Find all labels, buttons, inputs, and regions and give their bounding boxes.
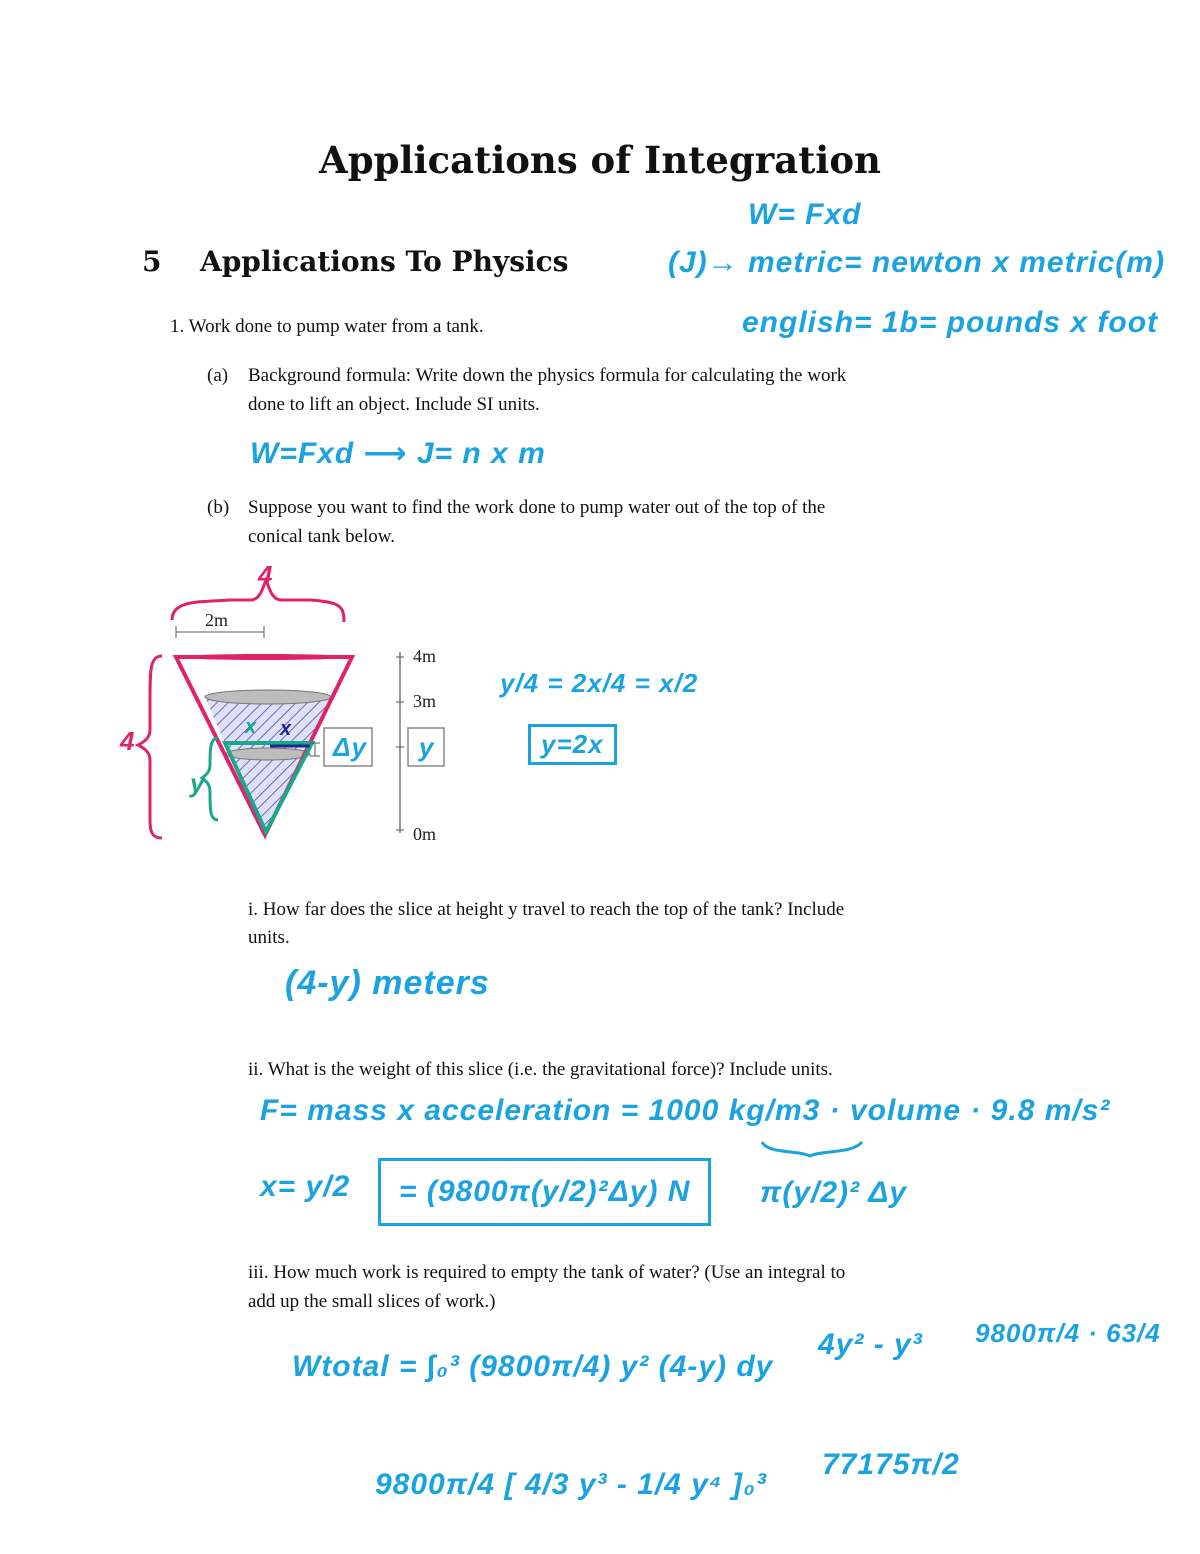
water-fill: [204, 695, 332, 835]
part-a-label: (a): [207, 365, 229, 386]
diag-top-4: 4: [258, 560, 274, 590]
height-label-bottom: 0m: [413, 824, 437, 844]
question-iii-line2: add up the small slices of work.): [248, 1291, 496, 1312]
answer-ii-force: F= mass x acceleration = 1000 kg/m3 · volume · 9.8 m/s²: [260, 1094, 1111, 1127]
question-iii-line1: iii. How much work is required to empty the tank of water? (Use an integral to: [248, 1262, 846, 1283]
answer-iii-integral: Wtotal = ∫₀³ (9800π/4) y² (4-y) dy: [292, 1350, 774, 1383]
part-a-line2: done to lift an object. Include SI units.: [248, 394, 540, 415]
height-label-mid: 3m: [413, 691, 437, 711]
y-box-label: y: [419, 732, 435, 762]
slice-disk: [226, 748, 310, 760]
question-i-line2: units.: [248, 927, 290, 948]
diag-left-4: 4: [120, 726, 136, 756]
hand-top-metric: (J)→ metric= newton x metric(m): [668, 246, 1165, 279]
dy-label: Δy: [333, 732, 367, 762]
answer-iii-evaluation: 9800π/4 [ 4/3 y³ - 1/4 y⁴ ]₀³: [375, 1468, 767, 1501]
answer-iii-fraction: 9800π/4 · 63/4: [975, 1318, 1161, 1348]
hand-top-english: english= 1b= pounds x foot: [742, 306, 1159, 339]
answer-ii-boxed: = (9800π(y/2)²Δy) N: [378, 1158, 711, 1226]
part-b-line2: conical tank below.: [248, 526, 396, 547]
answer-ii-x: x= y/2: [260, 1170, 351, 1203]
section-title: Applications To Physics: [200, 245, 569, 278]
volume-brace: [758, 1138, 868, 1160]
cone-diagram: [110, 560, 630, 860]
ratio-box: y=2x: [528, 724, 617, 765]
part-a-line1: Background formula: Write down the physics formula for calculating the work: [248, 365, 847, 386]
answer-iii-polynomial: 4y² - y³: [818, 1328, 923, 1361]
width-label: 2m: [205, 610, 229, 630]
hand-top-w: W= Fxd: [748, 198, 862, 231]
answer-iii-result: 77175π/2: [822, 1448, 960, 1481]
page-title: Applications of Integration: [319, 138, 881, 182]
diag-x-green: x: [245, 716, 258, 738]
section-number: 5: [142, 245, 162, 278]
diag-x-navy: x: [280, 718, 293, 740]
item-1: 1. Work done to pump water from a tank.: [170, 316, 484, 337]
answer-i: (4-y) meters: [285, 964, 490, 1002]
height-label-top: 4m: [413, 646, 437, 666]
part-b-line1: Suppose you want to find the work done to pump water out of the top of the: [248, 497, 826, 518]
question-ii-line1: ii. What is the weight of this slice (i.e. the gravitational force)? Include units.: [248, 1059, 833, 1080]
part-b-label: (b): [207, 497, 230, 518]
ratio-equation: y/4 = 2x/4 = x/2: [500, 668, 699, 698]
answer-ii-volume: π(y/2)² Δy: [760, 1176, 908, 1209]
left-brace: [138, 656, 162, 838]
question-i-line1: i. How far does the slice at height y travel to reach the top of the tank? Include: [248, 899, 845, 920]
water-surface: [205, 690, 331, 704]
diag-y: y: [190, 768, 206, 798]
hand-a-answer: W=Fxd ⟶ J= n x m: [250, 437, 546, 470]
